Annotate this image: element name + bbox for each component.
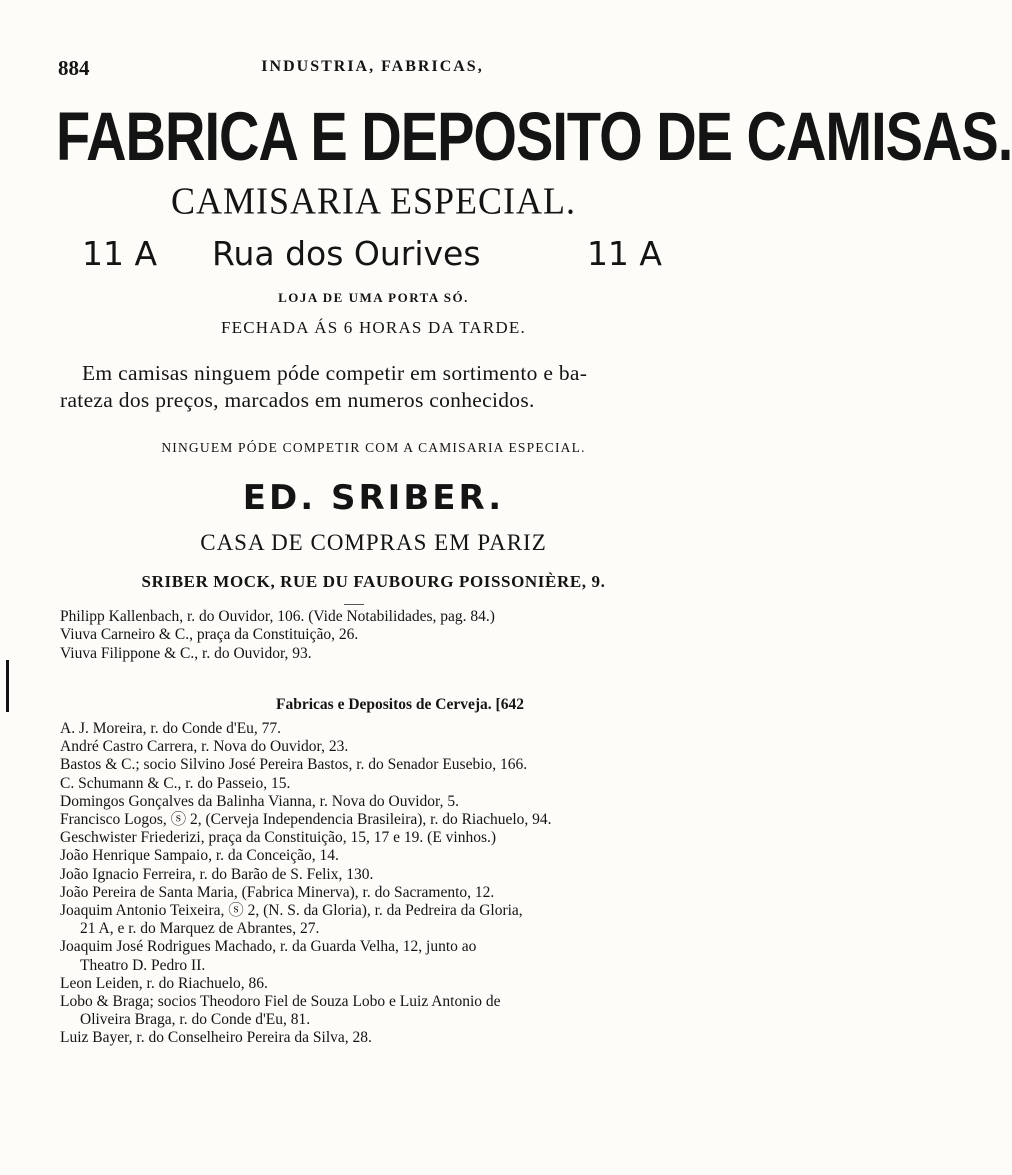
list-item: Philipp Kallenbach, r. do Ouvidor, 106. (Vide Notabilidades, pag. 84.) bbox=[60, 608, 495, 625]
address-street: Rua dos Ourives bbox=[212, 234, 481, 273]
separator-rule bbox=[344, 604, 364, 605]
advert-casa: CASA DE COMPRAS EM PARIZ bbox=[200, 530, 547, 555]
list-item: Joaquim Antonio Teixeira, ⓢ 2, (N. S. da Gloria), r. da Pedreira da Gloria, bbox=[60, 902, 523, 920]
list-item: Leon Leiden, r. do Riachuelo, 86. bbox=[60, 974, 268, 992]
list-item-continuation: Theatro D. Pedro II. bbox=[80, 956, 206, 974]
list-item: João Henrique Sampaio, r. da Conceição, 14. bbox=[60, 847, 339, 865]
advert-address bbox=[82, 234, 662, 278]
list-item: Luiz Bayer, r. do Conselheiro Pereira da Silva, 28. bbox=[60, 1029, 372, 1047]
list-item: Lobo & Braga; socios Theodoro Fiel de Souza Lobo e Luiz Antonio de bbox=[60, 993, 501, 1011]
running-title: INDUSTRIA, FABRICAS, bbox=[261, 58, 484, 75]
section-cerveja bbox=[60, 694, 700, 1048]
list-item: Geschwister Friederizi, praça da Constituição, 15, 17 e 19. (E vinhos.) bbox=[60, 829, 497, 847]
section-entries-list bbox=[60, 720, 700, 1048]
entries-top-list bbox=[60, 608, 700, 663]
list-item: C. Schumann & C., r. do Passeio, 15. bbox=[60, 774, 291, 792]
list-item: Bastos & C.; socio Silvino José Pereira Bastos, r. do Senador Eusebio, 166. bbox=[60, 756, 528, 774]
address-number-left: 11 A bbox=[82, 234, 158, 273]
list-item: A. J. Moreira, r. do Conde d'Eu, 77. bbox=[60, 720, 282, 737]
advert-hours: FECHADA ÁS 6 HORAS DA TARDE. bbox=[221, 318, 526, 337]
advert-subheading: CAMISARIA ESPECIAL. bbox=[170, 180, 577, 222]
list-item-continuation: 21 A, e r. do Marquez de Abrantes, 27. bbox=[80, 920, 320, 938]
address-number-right: 11 A bbox=[586, 234, 662, 273]
advert-proprietor: ED. SRIBER. bbox=[242, 478, 505, 518]
advert-slogan: NINGUEM PÓDE COMPETIR COM A CAMISARIA ESPECIAL. bbox=[161, 440, 586, 455]
advert-paragraph bbox=[60, 360, 690, 414]
list-item: André Castro Carrera, r. Nova do Ouvidor, 23. bbox=[60, 738, 349, 756]
advert-loja: LOJA DE UMA PORTA SÓ. bbox=[278, 290, 469, 305]
advert-paris-address: SRIBER MOCK, RUE DU FAUBOURG POISSONIÈRE, 9. bbox=[141, 572, 606, 591]
page-number: 884 bbox=[58, 56, 90, 80]
list-item: Viuva Carneiro & C., praça da Constituição, 26. bbox=[60, 626, 359, 644]
list-item: Viuva Filippone & C., r. do Ouvidor, 93. bbox=[60, 644, 312, 662]
list-item: João Ignacio Ferreira, r. do Barão de S. Felix, 130. bbox=[60, 865, 374, 883]
paragraph-line-1: Em camisas ninguem póde competir em sortimento e ba- bbox=[82, 361, 588, 385]
advert-headline: FABRICA E DEPOSITO DE CAMISAS. bbox=[56, 97, 1012, 175]
paragraph-line-2: rateza dos preços, marcados em numeros conhecidos. bbox=[60, 388, 535, 412]
list-item: Francisco Logos, ⓢ 2, (Cerveja Independencia Brasileira), r. do Riachuelo, 94. bbox=[60, 811, 552, 829]
section-title: Fabricas e Depositos de Cerveja. [642 bbox=[276, 696, 524, 713]
list-item: Joaquim José Rodrigues Machado, r. da Guarda Velha, 12, junto ao bbox=[60, 938, 477, 956]
margin-mark bbox=[6, 660, 9, 712]
running-head bbox=[58, 56, 687, 82]
list-item-continuation: Oliveira Braga, r. do Conde d'Eu, 81. bbox=[80, 1011, 311, 1029]
list-item: Domingos Gonçalves da Balinha Vianna, r. Nova do Ouvidor, 5. bbox=[60, 792, 459, 810]
list-item: João Pereira de Santa Maria, (Fabrica Minerva), r. do Sacramento, 12. bbox=[60, 883, 495, 901]
